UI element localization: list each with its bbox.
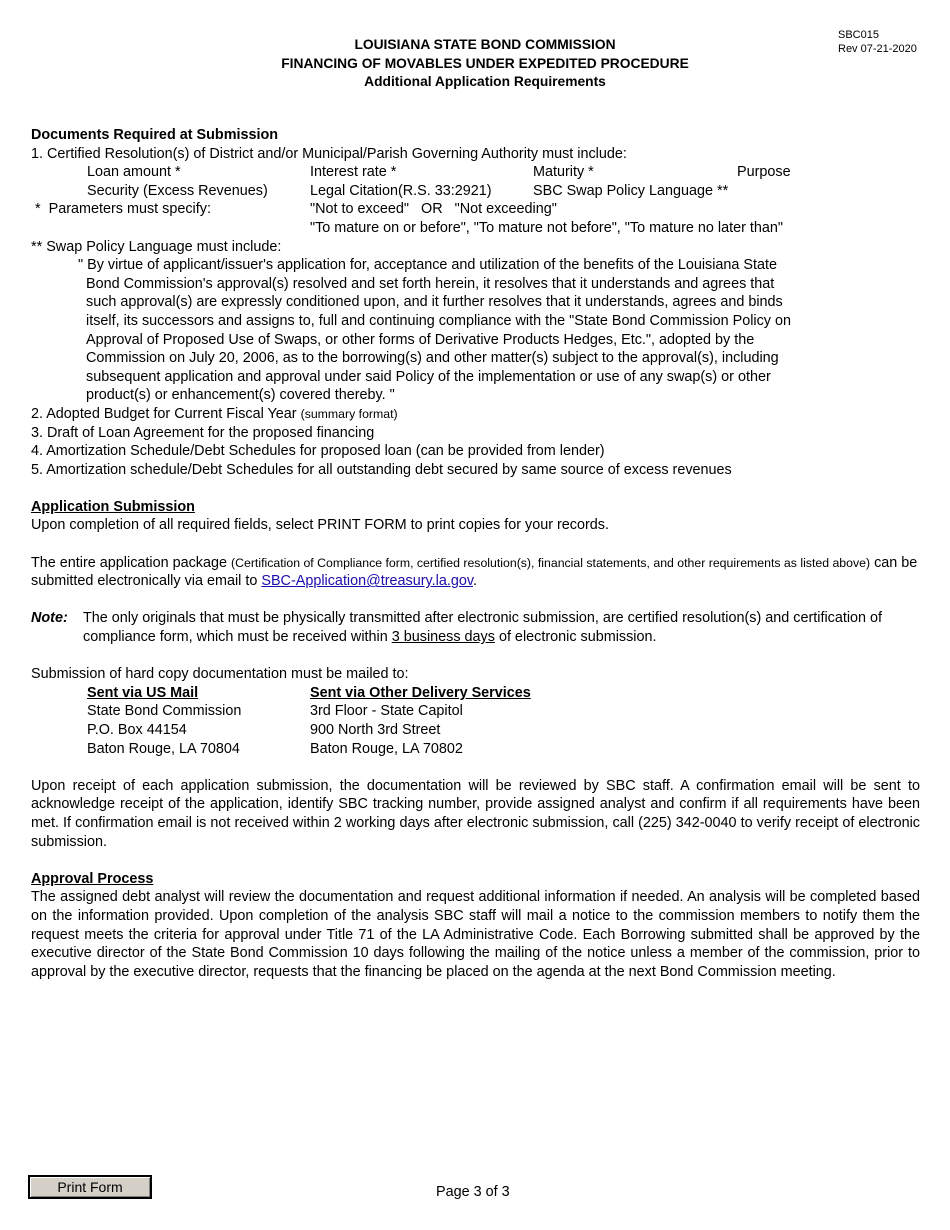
print-form-button[interactable]: Print Form (28, 1175, 152, 1199)
req-maturity: Maturity * (533, 164, 594, 181)
form-revision: Rev 07-21-2020 (838, 43, 917, 55)
requirements-row-2 (31, 182, 920, 201)
receipt-paragraph: Upon receipt of each application submission, the documentation will be reviewed by SBC staff. A confirmation email will be sent to acknowledge receipt of the application, identify SBC tracking number, provide assigned analyst and confirm if all requirements have been met. If confirmation email is not received within 2 working days after electronic submission, call (225) 342-0040 to verify receipt of electronic submission. (31, 777, 920, 850)
docs-item-3: 3. Draft of Loan Agreement for the proposed financing (31, 424, 375, 441)
other-delivery-line-1: 3rd Floor - State Capitol (310, 703, 463, 720)
note-deadline: 3 business days (391, 629, 495, 646)
us-mail-line-1: State Bond Commission (87, 703, 242, 720)
parameters-row (31, 200, 920, 219)
us-mail-line-2: P.O. Box 44154 (87, 722, 187, 738)
approval-heading: Approval Process (31, 870, 154, 887)
docs-item-2-text: 2. Adopted Budget for Current Fiscal Year (31, 405, 297, 422)
req-security: Security (Excess Revenues) (87, 182, 268, 199)
parameters-label: * Parameters must specify: (31, 201, 211, 218)
req-purpose: Purpose (737, 164, 791, 181)
package-text-a: The entire application package (31, 554, 228, 571)
parameters-row-2 (31, 219, 920, 238)
form-id-block (838, 28, 917, 56)
us-mail-heading: Sent via US Mail (87, 684, 199, 701)
swap-language-label: ** Swap Policy Language must include: (31, 238, 282, 255)
parameters-line-2: "To mature on or before", "To mature not before", "To mature no later than" (310, 219, 784, 236)
note-text (83, 609, 920, 646)
form-id: SBC015 (838, 29, 879, 41)
hardcopy-instructions: Submission of hard copy documentation must be mailed to: (31, 666, 409, 683)
docs-item-5: 5. Amortization schedule/Debt Schedules for all outstanding debt secured by same source of excess revenues (31, 461, 732, 478)
swap-policy-quote: " By virtue of applicant/issuer's application for, acceptance and utilization of the benefits of the Louisiana State Bond Commission's approval(s) resolved and set forth herein, it resolves that it understands and agrees that such approval(s) are expressly conditioned upon, and it further resolves that it understands, agrees and binds itself, its successors and assigns to, full and continuing compliance with the "State Bond Commission Policy on Approval of Proposed Use of Swaps, or other forms of Derivative Products Hedges, Etc.", adopted by the Commission on July 20, 2006, as to the borrowing(s) and other matter(s) subject to the approval(s), including subsequent application and approval under said Policy of the implementation or use of any swap(s) or other product(s) or enhancement(s) covered thereby. " (78, 257, 792, 404)
note-text-a: The only originals that must be physically transmitted after electronic submission, are certified resolution(s) and certification of compliance form, which must be received within (83, 610, 883, 646)
note-block (31, 609, 920, 646)
other-delivery-heading: Sent via Other Delivery Services (310, 684, 531, 701)
req-legal-citation: Legal Citation(R.S. 33:2921) (310, 182, 492, 199)
docs-heading: Documents Required at Submission (31, 127, 279, 143)
docs-item-2 (31, 405, 920, 424)
address-row-1 (31, 702, 920, 721)
application-package-text (31, 554, 920, 591)
req-loan-amount: Loan amount * (87, 164, 181, 181)
note-text-b: of electronic submission. (498, 629, 657, 646)
header-subtitle: FINANCING OF MOVABLES UNDER EXPEDITED PROCEDURE (281, 55, 689, 71)
document-body (31, 126, 920, 981)
req-interest-rate: Interest rate * (310, 164, 397, 181)
header-title: LOUISIANA STATE BOND COMMISSION (354, 37, 616, 52)
requirements-row-1 (31, 163, 920, 182)
address-headings (31, 684, 920, 703)
parameters-line-1: "Not to exceed" OR "Not exceeding" (310, 201, 557, 218)
package-text-b: can be submitted electronically via email to (31, 554, 918, 590)
package-contents: (Certification of Compliance form, certified resolution(s), financial statements, and other requirements as listed above) (231, 555, 871, 570)
note-label: Note: (31, 610, 68, 627)
page-header (200, 36, 770, 92)
docs-item-2-note: (summary format) (300, 406, 398, 421)
req-swap-policy: SBC Swap Policy Language ** (533, 182, 729, 199)
docs-item-1: 1. Certified Resolution(s) of District and/or Municipal/Parish Governing Authority must include: (31, 145, 627, 162)
submission-instructions: Upon completion of all required fields, select PRINT FORM to print copies for your records. (31, 517, 609, 534)
package-period: . (473, 573, 477, 590)
submission-heading: Application Submission (31, 498, 195, 515)
us-mail-line-3: Baton Rouge, LA 70804 (87, 740, 240, 757)
submission-email-link[interactable]: SBC-Application@treasury.la.gov (261, 573, 473, 590)
docs-item-4: 4. Amortization Schedule/Debt Schedules for proposed loan (can be provided from lender) (31, 443, 605, 460)
other-delivery-line-2: 900 North 3rd Street (310, 722, 441, 738)
page-number: Page 3 of 3 (436, 1184, 510, 1200)
address-row-3 (31, 740, 920, 759)
approval-paragraph: The assigned debt analyst will review the documentation and request additional information if needed. An analysis will be completed based on the information provided. Upon completion of the analysis SBC staff will mail a notice to the commission members to notify them the request meets the criteria for approval under Title 71 of the LA Administrative Code. Each Borrowing submitted shall be approved by the executive director of the State Bond Commission 10 days following the mailing of the notice unless a member of the commission, prior to approval by the executive director, requests that the financing be placed on the agenda at the next Bond Commission meeting. (31, 889, 920, 980)
header-section-title: Additional Application Requirements (364, 74, 606, 90)
address-row-2 (31, 721, 920, 740)
other-delivery-line-3: Baton Rouge, LA 70802 (310, 740, 463, 757)
